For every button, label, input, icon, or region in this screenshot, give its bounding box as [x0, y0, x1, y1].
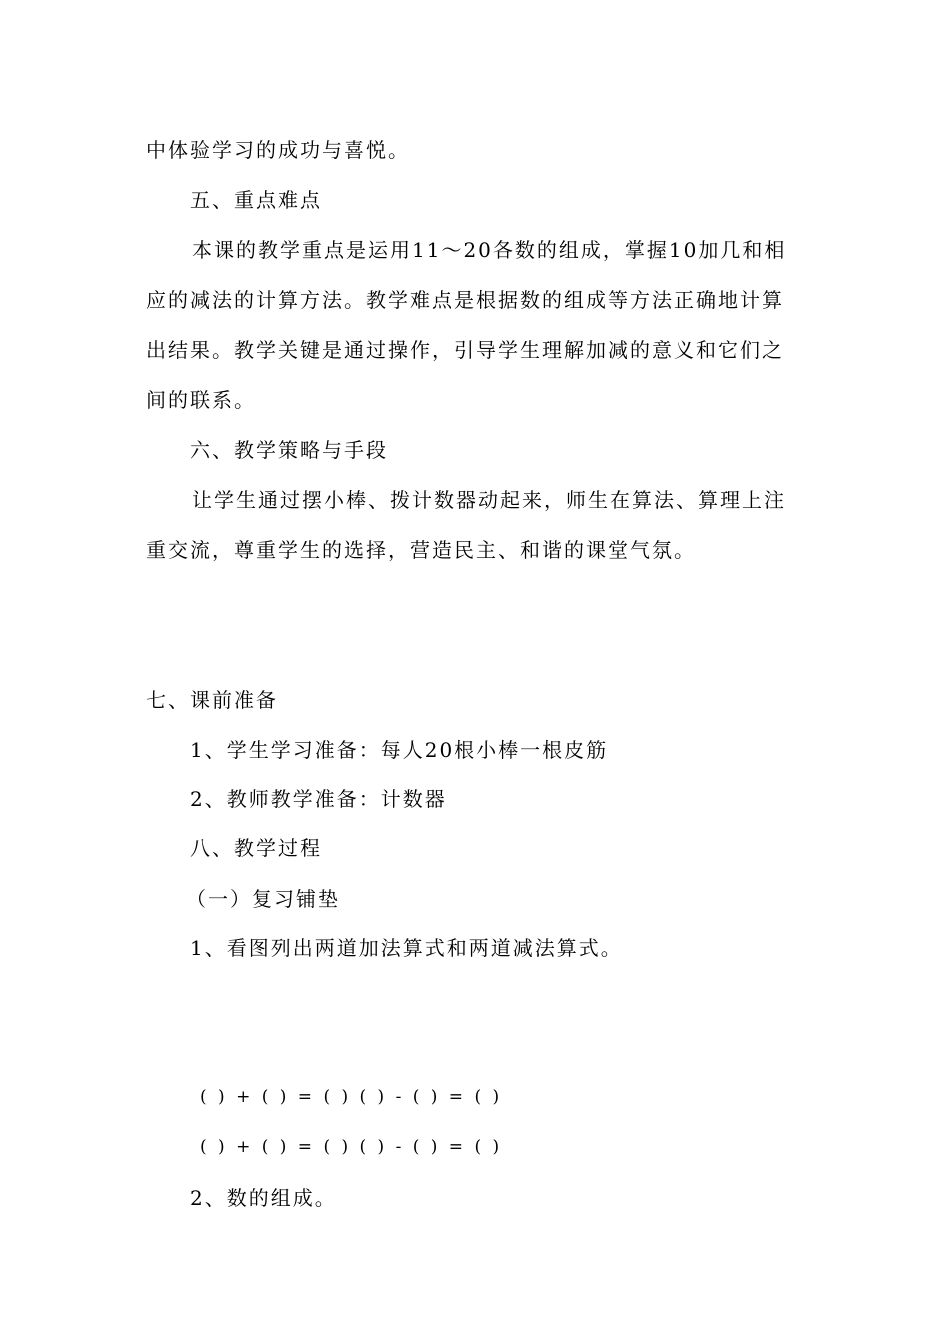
body-text-line: 中体验学习的成功与喜悦。: [146, 138, 410, 162]
section-heading-7: 七、课前准备: [146, 688, 278, 712]
equation-row: ( ) + ( ) = ( ) ( ) - ( ) = ( ): [200, 1137, 503, 1157]
body-text-line: 重交流，尊重学生的选择，营造民主、和谐的课堂气氛。: [146, 538, 696, 562]
exercise-item: 2、数的组成。: [190, 1186, 337, 1210]
list-item: 1、学生学习准备：每人20根小棒一根皮筋: [190, 738, 609, 762]
body-text-line: 让学生通过摆小棒、拨计数器动起来，师生在算法、算理上注: [192, 488, 786, 512]
exercise-item: 1、看图列出两道加法算式和两道减法算式。: [190, 936, 623, 960]
section-heading-6: 六、教学策略与手段: [190, 438, 388, 462]
equation-row: ( ) + ( ) = ( ) ( ) - ( ) = ( ): [200, 1087, 503, 1107]
body-text-line: 出结果。教学关键是通过操作，引导学生理解加减的意义和它们之: [146, 338, 784, 362]
body-text-line: 本课的教学重点是运用11～20各数的组成，掌握10加几和相: [192, 238, 787, 262]
section-heading-8: 八、教学过程: [190, 836, 322, 860]
section-heading-5: 五、重点难点: [190, 188, 322, 212]
subsection-heading: （一）复习铺垫: [186, 887, 340, 911]
list-item: 2、教师教学准备：计数器: [190, 787, 447, 811]
body-text-line: 应的减法的计算方法。教学难点是根据数的组成等方法正确地计算: [146, 288, 784, 312]
body-text-line: 间的联系。: [146, 388, 256, 412]
